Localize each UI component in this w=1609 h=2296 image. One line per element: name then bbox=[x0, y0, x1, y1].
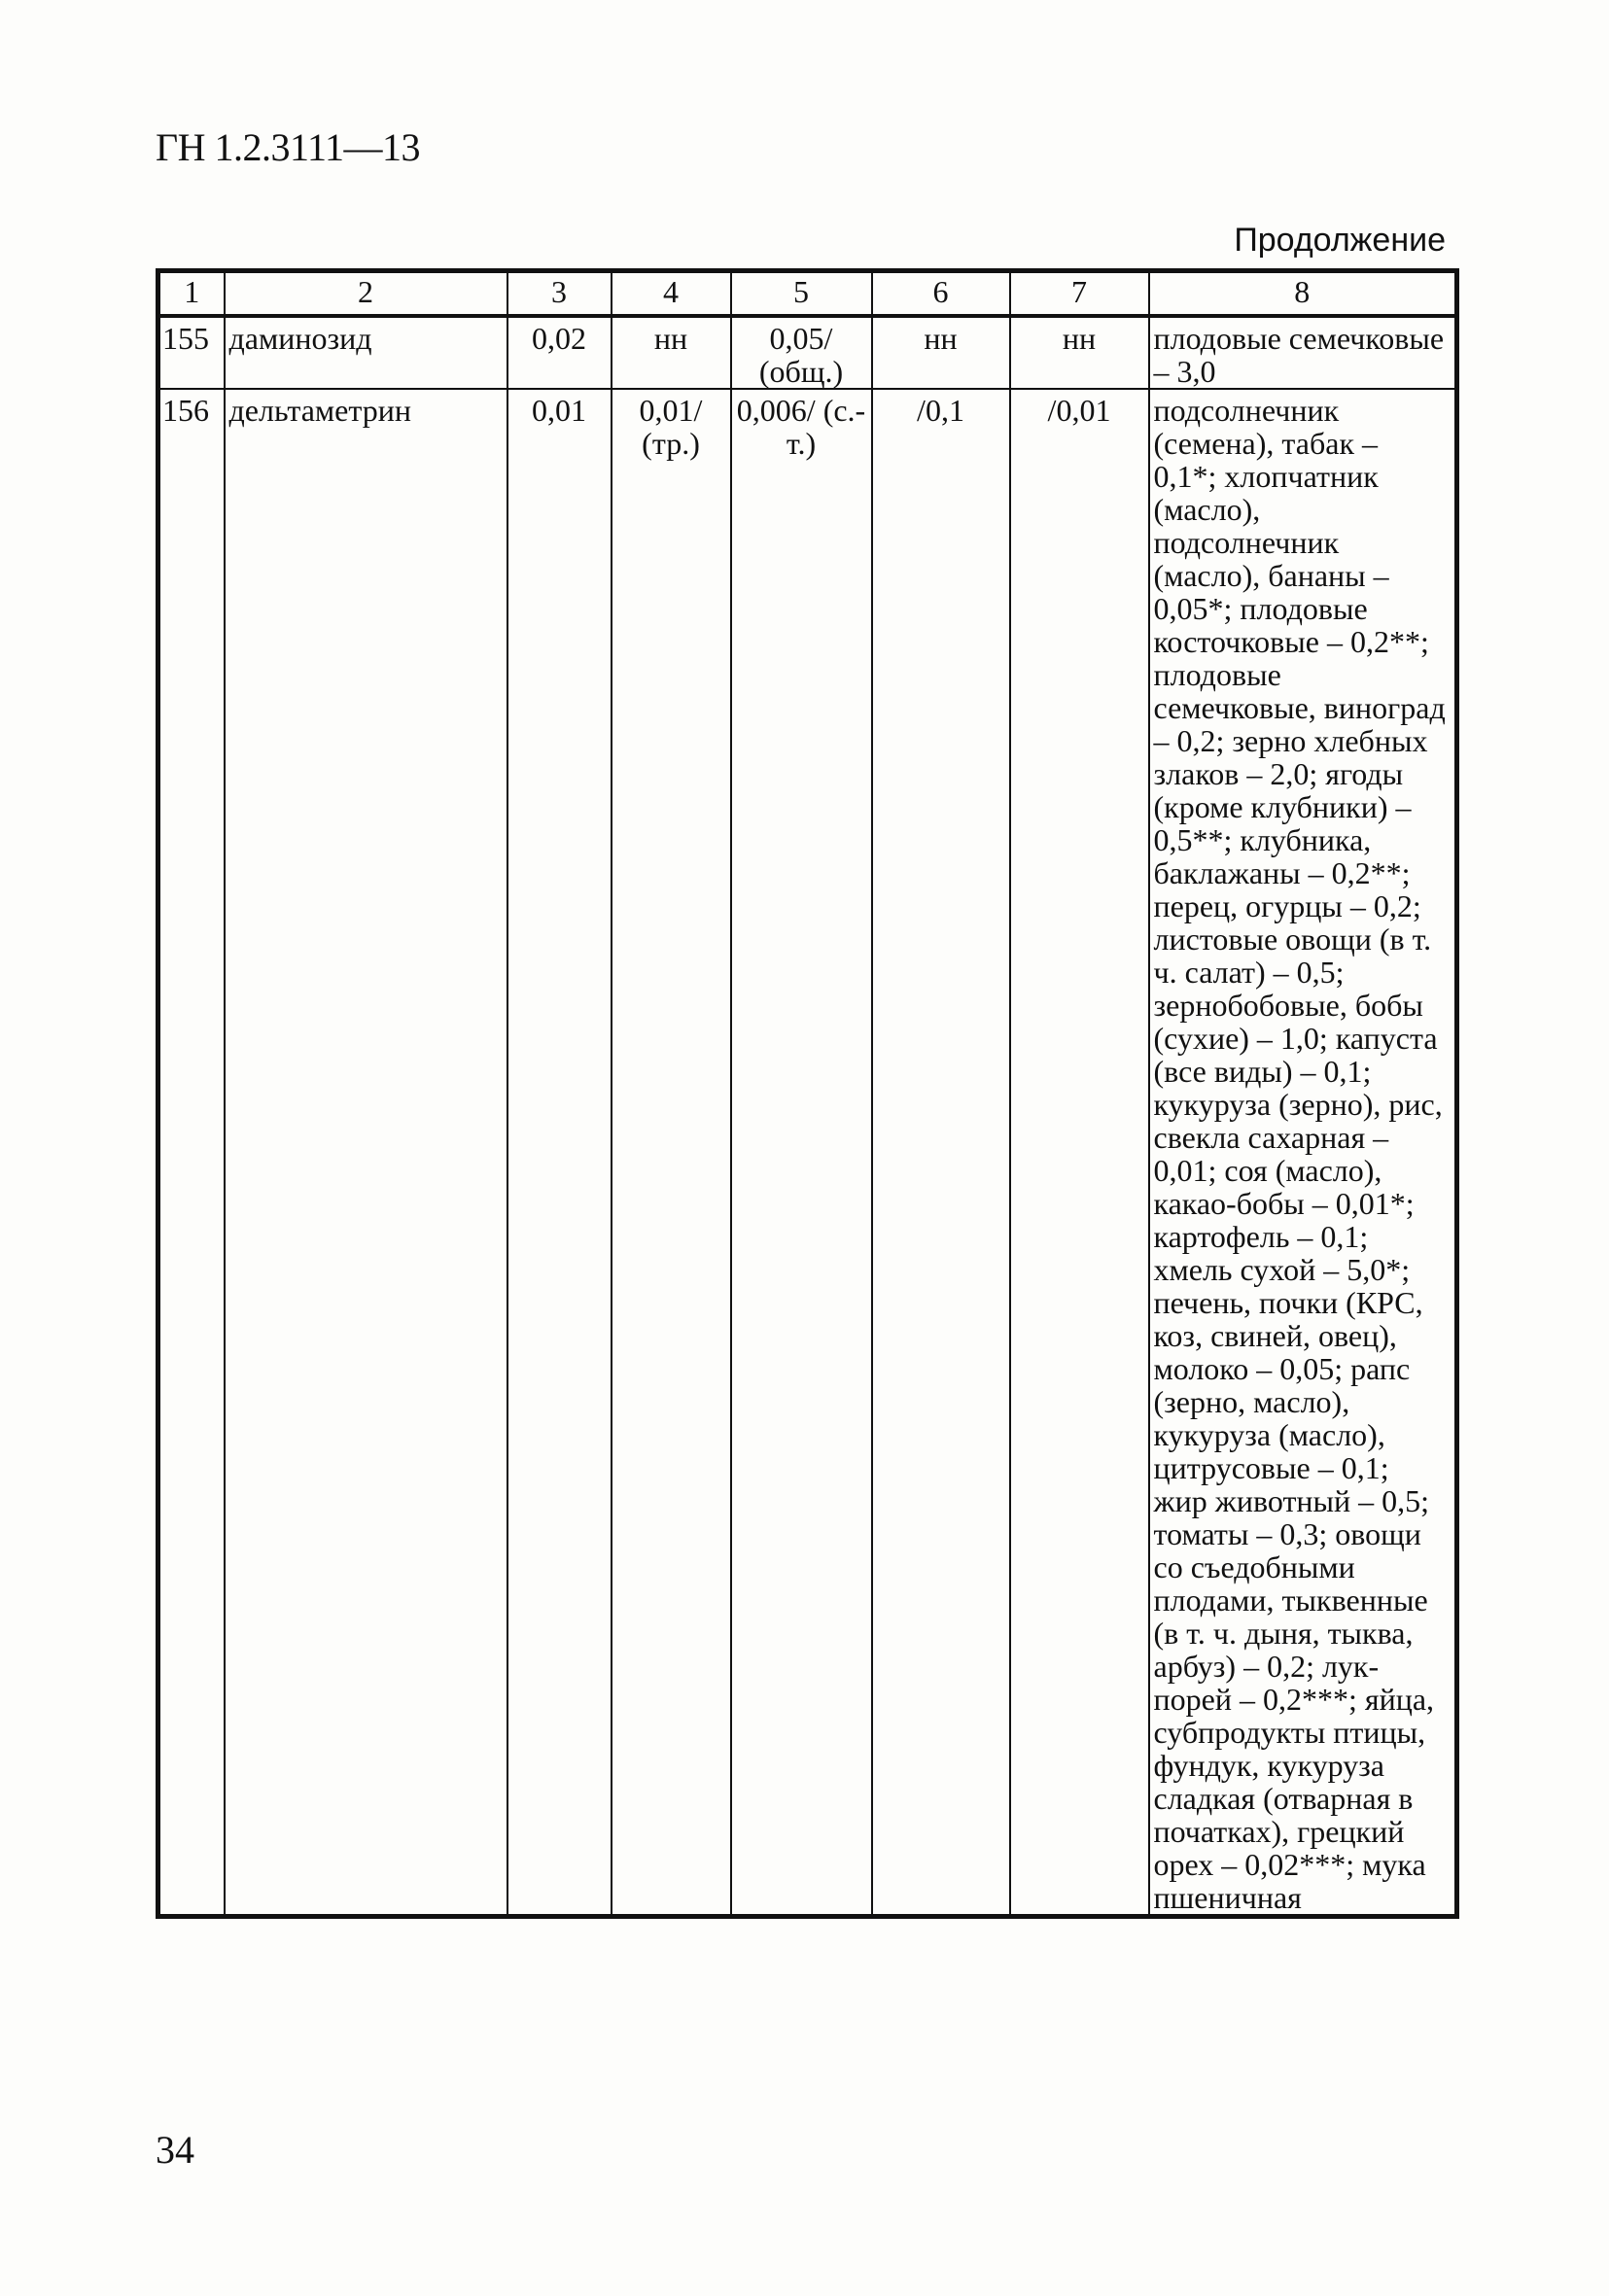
cell-col6: /0,1 bbox=[872, 389, 1010, 1917]
table-row bbox=[158, 316, 1457, 389]
substance-name: даминозид bbox=[225, 316, 507, 389]
column-header-7: 7 bbox=[1010, 271, 1149, 317]
cell-col5: 0,006/ (с.-т.) bbox=[731, 389, 872, 1917]
column-header-5: 5 bbox=[731, 271, 872, 317]
row-number: 155 bbox=[158, 316, 225, 389]
row-number: 156 bbox=[158, 389, 225, 1917]
column-header-3: 3 bbox=[507, 271, 612, 317]
cell-col4: нн bbox=[612, 316, 731, 389]
cell-col7: нн bbox=[1010, 316, 1149, 389]
column-header-8: 8 bbox=[1149, 271, 1457, 317]
table-row bbox=[158, 389, 1457, 1917]
table-header-row bbox=[158, 271, 1457, 317]
norms-table bbox=[156, 268, 1459, 1919]
column-header-6: 6 bbox=[872, 271, 1010, 317]
cell-col8-notes: плодовые семечковые – 3,0 bbox=[1149, 316, 1457, 389]
page-number: 34 bbox=[156, 2128, 194, 2172]
column-header-4: 4 bbox=[612, 271, 731, 317]
cell-col3: 0,01 bbox=[507, 389, 612, 1917]
column-header-1: 1 bbox=[158, 271, 225, 317]
column-header-2: 2 bbox=[225, 271, 507, 317]
document-header: ГН 1.2.3111—13 bbox=[156, 125, 421, 169]
cell-col4: 0,01/ (тр.) bbox=[612, 389, 731, 1917]
cell-col8-notes: подсолнечник (семена), табак – 0,1*; хлопчатник (масло), подсолнечник (масло), бананы – 0,05*; плодовые косточковые – 0,2**; плодовые семечковые, виноград – 0,2; зерно хлебных злаков – 2,0; ягоды (кроме клубники) – 0,5**; клубника, баклажаны – 0,2**; перец, огурцы – 0,2; листовые овощи (в т. ч. салат) – 0,5; зернобобовые, бобы (сухие) – 1,0; капуста (все виды) – 0,1; кукуруза (зерно), рис, свекла сахарная – 0,01; соя (масло), какао-бобы – 0,01*; картофель – 0,1; хмель сухой – 5,0*; печень, почки (КРС, коз, свиней, овец), молоко – 0,05; рапс (зерно, масло), кукуруза (масло), цитрусовые – 0,1; жир животный – 0,5; томаты – 0,3; овощи со съедобными плодами, тыквенные (в т. ч. дыня, тыква, арбуз) – 0,2; лук-порей – 0,2***; яйца, субпродукты птицы, фундук, кукуруза сладкая (отварная в початках), грецкий орех – 0,02***; мука пшеничная bbox=[1149, 389, 1457, 1917]
continuation-label: Продолжение bbox=[1234, 222, 1446, 259]
cell-col5: 0,05/ (общ.) bbox=[731, 316, 872, 389]
cell-col6: нн bbox=[872, 316, 1010, 389]
substance-name: дельтаметрин bbox=[225, 389, 507, 1917]
cell-col7: /0,01 bbox=[1010, 389, 1149, 1917]
cell-col3: 0,02 bbox=[507, 316, 612, 389]
